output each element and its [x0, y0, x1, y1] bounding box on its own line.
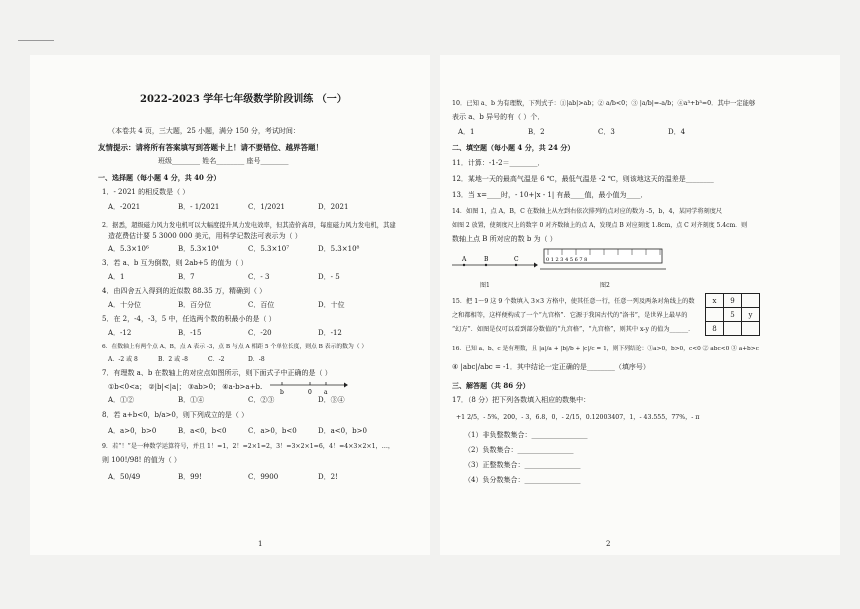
question-14-line1: 14．如图 1，点 A，B，C 在数轴上从左到右依次排列的点对应的数为 -5，b，4，某同学将刻度尺	[452, 208, 723, 215]
question-15-line2: 之和都相等，这样便构成了一个“九宫格”．它源于我国古代的“洛书”，是世界上最早的	[452, 312, 688, 319]
grid-cell	[742, 322, 760, 336]
question-12: 12．某地一天的最高气温是 6 ℃，最低气温是 -2 ℃，则该地这天的温差是________	[452, 175, 714, 183]
q10-option-c: C．3	[598, 128, 615, 136]
question-14-line2: 如图 2 放置，使刻度尺上的数字 0 对齐数轴上的点 A，发现点 B 对应刻度 1.8cm，点 C 对齐刻度 5.4cm．则	[452, 222, 748, 229]
q3-option-a: A．1	[108, 273, 125, 281]
section-1-heading: 一、选择题（每小题 4 分，共 40 分）	[98, 173, 221, 182]
q14-ruler-fig2	[540, 247, 670, 283]
q2-option-d: D．5.3×10⁸	[318, 245, 360, 253]
q1-option-c: C．1/2021	[248, 203, 285, 211]
corner-mark	[18, 40, 54, 41]
question-2-line2: 造花费估计要 5 3000 000 美元，用科学记数法可表示为（ ）	[108, 232, 302, 240]
page-number-2: 2	[606, 540, 611, 548]
question-16-line2: ④ |abc|/abc = -1．其中结论一定正确的是________（填序号）	[452, 363, 650, 371]
q2-option-a: A．5.3×10⁶	[108, 245, 149, 253]
ruler-scale: 0 1 2 3 4 5 6 7 8	[546, 257, 588, 263]
question-4: 4．由四舍五入得到的近似数 88.35 万，精确到（ ）	[102, 287, 267, 295]
q6-option-d: D．-8	[248, 356, 265, 363]
question-16-line1: 16．已知 a、b、c 是有理数，且 |a|/a + |b|/b + |c|/c = 1，则下列结论：①a>0，b>0，c<0 ② abc<0 ③ a+b>c	[452, 346, 759, 352]
grid-cell: 5	[724, 308, 742, 322]
q17-set-pos-int: （3）正整数集合：________________	[464, 461, 581, 469]
q1-option-b: B．- 1/2021	[178, 203, 220, 211]
question-5: 5．在 2，-4，-3，5 中，任选两个数的积最小的是（ ）	[102, 315, 276, 323]
page-number-1: 1	[258, 540, 263, 548]
q14-label-a: A	[462, 256, 467, 263]
q2-option-b: B．5.3×10⁴	[178, 245, 219, 253]
q14-label-b: B	[484, 256, 489, 263]
question-10-line1: 10．已知 a、b 为有理数，下列式子：①|ab|>ab；② a/b<0；③ |a/b|=-a/b；④a³+b³=0．其中一定能够	[452, 100, 756, 107]
question-13: 13．当 x=____时，- 10+|x - 1| 有最____值，最小值为____．	[452, 191, 648, 199]
exam-title: 2022-2023 学年七年级数学阶段训练 （一）	[140, 94, 347, 105]
q5-option-c: C．-20	[248, 329, 272, 337]
q7-label-0: 0	[308, 389, 312, 396]
q8-option-a: A．a>0，b>0	[108, 427, 157, 435]
q4-option-d: D．十位	[318, 301, 345, 309]
q7-option-c: C．②③	[248, 396, 275, 404]
question-9-line1: 9．若“！”是一种数学运算符号，并且 1！=1，2！=2×1=2，3！=3×2×1=6，4！=4×3×2×1，…，	[102, 443, 395, 450]
q14-number-line-fig1	[450, 253, 540, 283]
q8-option-b: B．a<0，b<0	[178, 427, 227, 435]
q8-option-d: D．a<0，b>0	[318, 427, 367, 435]
question-10-line2: 表示 a、b 异号的有（ ）个．	[452, 113, 545, 121]
q3-option-c: C．- 3	[248, 273, 270, 281]
grid-cell: 8	[706, 322, 724, 336]
q1-option-d: D．2021	[318, 203, 349, 211]
q9-option-c: C．9900	[248, 473, 279, 481]
q9-option-a: A．50/49	[108, 473, 141, 481]
question-15-line3: “幻方”．如图是仅可以看到部分数值的“九宫格”，“九宫格”，则其中 x-y 的值为______．	[452, 326, 695, 333]
question-7: 7．有理数 a、b 在数轴上的对应点如图所示，则下面式子中正确的是（ ）	[102, 369, 332, 377]
q7-statements: ①b<0<a； ②|b|<|a|； ③ab>0； ④a-b>a+b.	[108, 383, 263, 391]
question-2-line1: 2．据悉，超级磁力风力发电机可以大幅度提升风力发电效率，但其造价高昂，每座磁力风力发电机，其建	[102, 222, 396, 229]
question-1: 1．- 2021 的相反数是（ ）	[102, 188, 190, 196]
question-9-line2: 则 100!/98! 的值为（ ）	[102, 456, 181, 464]
friendly-tip: 友情提示：请将所有答案填写到答题卡上！请不要错位、越界答题！	[98, 143, 323, 152]
q2-option-c: C．5.3×10⁷	[248, 245, 290, 253]
q7-option-a: A．①②	[108, 396, 135, 404]
q14-label-c: C	[514, 256, 519, 263]
grid-cell	[742, 294, 760, 308]
question-3: 3．若 a、b 互为倒数，则 2ab+5 的值为（ ）	[102, 259, 248, 267]
q7-option-d: D．③④	[318, 396, 345, 404]
q7-number-line	[268, 377, 348, 397]
question-17: 17．（8 分）把下列各数填入相应的数集中：	[452, 396, 591, 404]
grid-cell: y	[742, 308, 760, 322]
q4-option-a: A．十分位	[108, 301, 142, 309]
exam-page-left	[30, 55, 430, 555]
fig1-caption: 图1	[480, 282, 490, 289]
grid-cell: x	[706, 294, 724, 308]
fig2-caption: 图2	[600, 282, 610, 289]
q3-option-b: B．7	[178, 273, 195, 281]
question-11: 11．计算：-1-2＝________．	[452, 159, 545, 167]
q4-option-b: B．百分位	[178, 301, 212, 309]
q6-option-c: C．-2	[208, 356, 225, 363]
q7-option-b: B．①④	[178, 396, 205, 404]
student-fields: 班级________ 姓名________ 座号________	[158, 157, 289, 165]
q10-option-b: B．2	[528, 128, 545, 136]
grid-cell	[706, 308, 724, 322]
nine-grid	[705, 293, 760, 336]
q5-option-d: D．-12	[318, 329, 342, 337]
exam-meta: （本卷共 4 页，三大题，25 小题，满分 150 分，考试时间：	[108, 127, 300, 135]
q7-label-b: b	[280, 389, 284, 396]
q5-option-b: B．-15	[178, 329, 202, 337]
q6-option-b: B．2 或 -8	[158, 356, 188, 363]
q3-option-d: D．- 5	[318, 273, 340, 281]
question-8: 8．若 a+b<0，b/a>0，则下列成立的是（ ）	[102, 411, 249, 419]
q17-numbers: +1 2/5，- 5%，200，- 3，6.8，0，- 2/15，0.12003407，1，- 43.555，77%，- π	[456, 414, 700, 421]
grid-cell	[724, 322, 742, 336]
q17-set-neg-frac: （4）负分数集合：________________	[464, 476, 581, 484]
q10-option-d: D．4	[668, 128, 686, 136]
question-15-line1: 15．把 1～9 这 9 个数填入 3×3 方格中，使其任意一行，任意一列及两条对角线上的数	[452, 298, 695, 305]
q5-option-a: A．-12	[108, 329, 132, 337]
q9-option-d: D．2!	[318, 473, 338, 481]
question-14-line3: 数轴上点 B 所对应的数 b 为（ ）	[452, 235, 557, 243]
q7-label-a: a	[324, 389, 328, 396]
q10-option-a: A．1	[458, 128, 475, 136]
section-3-heading: 三、解答题（共 86 分）	[452, 381, 530, 390]
q9-option-b: B．99!	[178, 473, 202, 481]
q17-set-negative: （2）负数集合：________________	[464, 446, 574, 454]
q4-option-c: C．百位	[248, 301, 275, 309]
exam-page-right	[440, 55, 840, 555]
q8-option-c: C．a>0，b<0	[248, 427, 297, 435]
q17-set-nonneg-int: （1）非负整数集合：________________	[464, 431, 588, 439]
grid-cell: 9	[724, 294, 742, 308]
question-6: 6．在数轴上有两个点 A、B，点 A 表示 -3，点 B 与点 A 相距 5 个单位长度，则点 B 表示的数为（ ）	[102, 344, 368, 350]
q1-option-a: A．-2021	[108, 203, 141, 211]
section-2-heading: 二、填空题（每小题 4 分，共 24 分）	[452, 143, 575, 152]
q6-option-a: A．-2 或 8	[108, 356, 138, 363]
